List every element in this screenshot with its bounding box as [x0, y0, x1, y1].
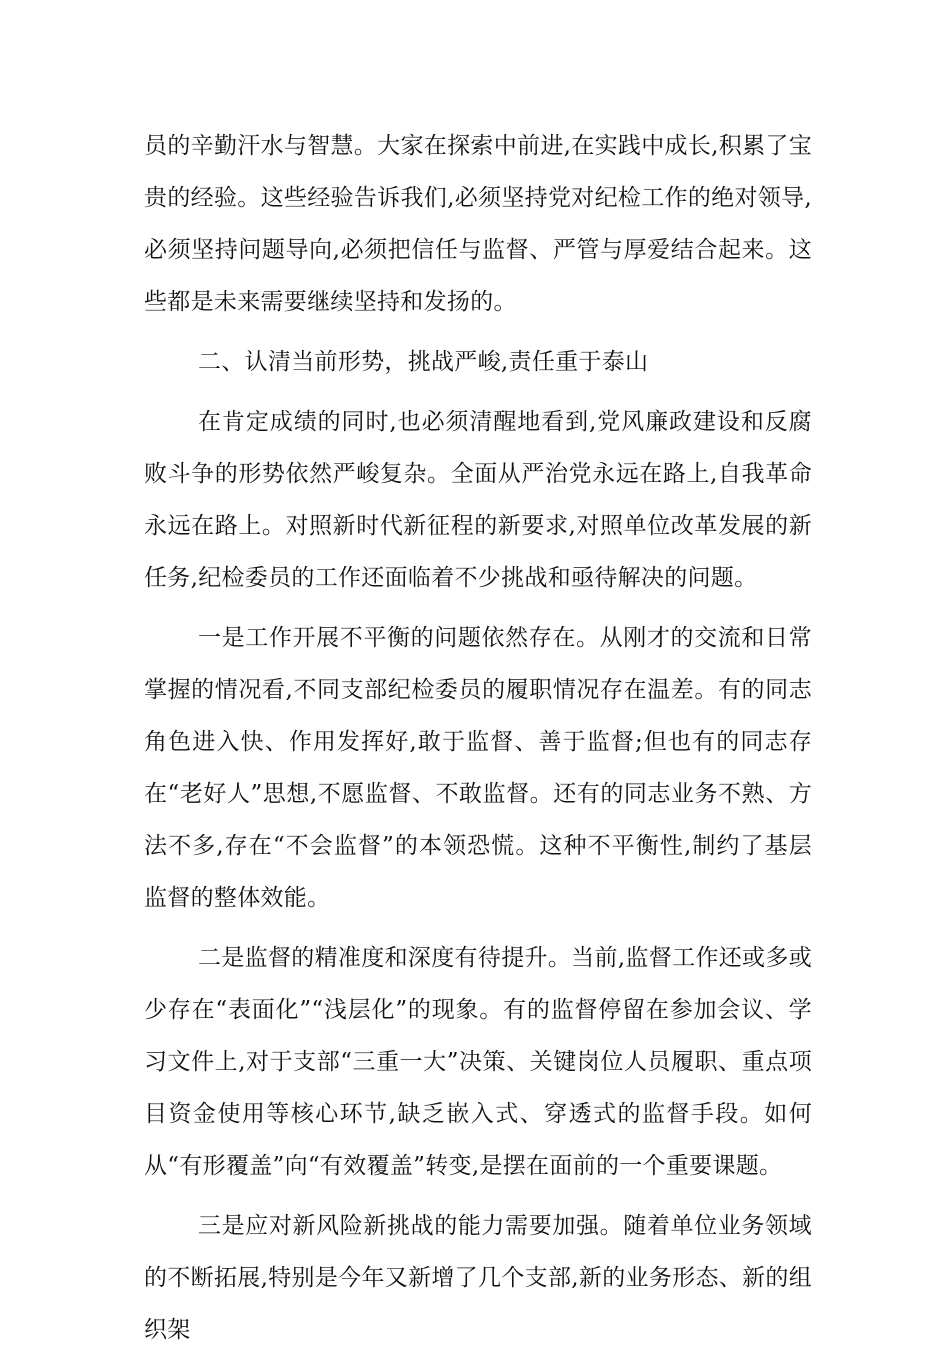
paragraph-situation: 在肯定成绩的同时,也必须清醒地看到,党风廉政建设和反腐败斗争的形势依然严峻复杂。全面从严治党永远在路上,自我革命永远在路上。对照新时代新征程的新要求,对照单位改革发展的新任务,纪检委员的工作还面临着不少挑战和亟待解决的问题。: [144, 409, 812, 591]
section-heading: 二、认清当前形势，挑战严峻,责任重于泰山: [198, 349, 649, 375]
paragraph-issue-three: 三是应对新风险新挑战的能力需要加强。随着单位业务领域的不断拓展,特别是今年又新增了几个支部,新的业务形态、新的组织架: [144, 1213, 812, 1343]
paragraph-issue-two: 二是监督的精准度和深度有待提升。当前,监督工作还或多或少存在“表面化”“浅层化”的现象。有的监督停留在参加会议、学习文件上,对于支部“三重一大”决策、关键岗位人员履职、重点项目资金使用等核心环节,缺乏嵌入式、穿透式的监督手段。如何从“有形覆盖”向“有效覆盖”转变,是摆在面前的一个重要课题。: [144, 945, 812, 1179]
document-body: [144, 120, 812, 1364]
paragraph-continuation: 员的辛勤汗水与智慧。大家在探索中前进,在实践中成长,积累了宝贵的经验。这些经验告诉我们,必须坚持党对纪检工作的绝对领导,必须坚持问题导向,必须把信任与监督、严管与厚爱结合起来。这些都是未来需要继续坚持和发扬的。: [144, 133, 812, 315]
paragraph-issue-one: 一是工作开展不平衡的问题依然存在。从刚才的交流和日常掌握的情况看,不同支部纪检委员的履职情况存在温差。有的同志角色进入快、作用发挥好,敢于监督、善于监督;但也有的同志存在“老好人”思想,不愿监督、不敢监督。还有的同志业务不熟、方法不多,存在“不会监督”的本领恐慌。这种不平衡性,制约了基层监督的整体效能。: [144, 625, 812, 911]
